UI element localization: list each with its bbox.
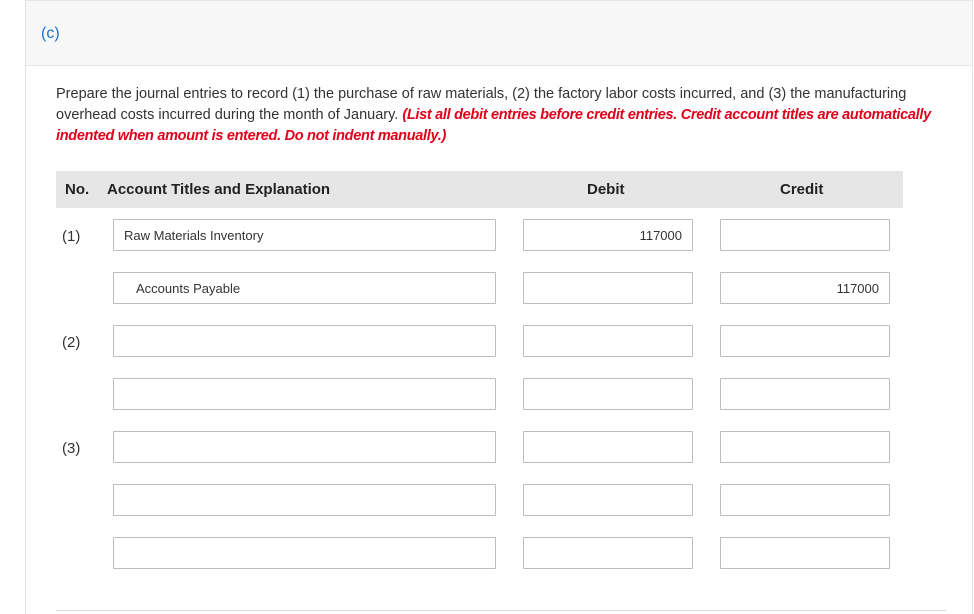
debit-input-7[interactable] <box>523 537 693 569</box>
debit-input-5[interactable] <box>523 431 693 463</box>
account-title-input-5[interactable] <box>113 431 496 463</box>
entry-label-1: (1) <box>62 228 81 245</box>
account-title-input-6[interactable] <box>113 484 496 516</box>
credit-input-4[interactable] <box>720 378 890 410</box>
header-no: No. <box>65 181 90 198</box>
credit-input-1[interactable] <box>720 219 890 251</box>
header-credit: Credit <box>780 181 824 198</box>
entry-label-3: (3) <box>62 440 81 457</box>
instructions-text: Prepare the journal entries to record (1) the purchase of raw materials, (2) the factory labor costs incurred, and (3) the manufacturing overhead costs incurred during the month of January. <box>56 86 907 123</box>
debit-input-6[interactable] <box>523 484 693 516</box>
debit-input-1[interactable] <box>523 219 693 251</box>
part-header <box>26 0 972 66</box>
table-header <box>56 171 903 208</box>
debit-input-2[interactable] <box>523 272 693 304</box>
account-title-input-2[interactable] <box>113 272 496 304</box>
instructions-note: (List all debit entries before credit entries. Credit account titles are automatically indented when amount is entered. Do not indent manually.) <box>56 107 931 144</box>
part-label: (c) <box>41 25 60 42</box>
credit-input-2[interactable] <box>720 272 890 304</box>
credit-input-5[interactable] <box>720 431 890 463</box>
account-title-input-4[interactable] <box>113 378 496 410</box>
header-account-titles: Account Titles and Explanation <box>107 181 331 198</box>
credit-input-7[interactable] <box>720 537 890 569</box>
credit-input-3[interactable] <box>720 325 890 357</box>
credit-input-6[interactable] <box>720 484 890 516</box>
debit-input-4[interactable] <box>523 378 693 410</box>
instructions <box>56 84 946 147</box>
entry-label-2: (2) <box>62 334 81 351</box>
divider <box>56 610 946 611</box>
account-title-input-7[interactable] <box>113 537 496 569</box>
account-title-input-1[interactable] <box>113 219 496 251</box>
header-debit: Debit <box>587 181 625 198</box>
debit-input-3[interactable] <box>523 325 693 357</box>
account-title-input-3[interactable] <box>113 325 496 357</box>
question-part-card <box>25 0 973 614</box>
